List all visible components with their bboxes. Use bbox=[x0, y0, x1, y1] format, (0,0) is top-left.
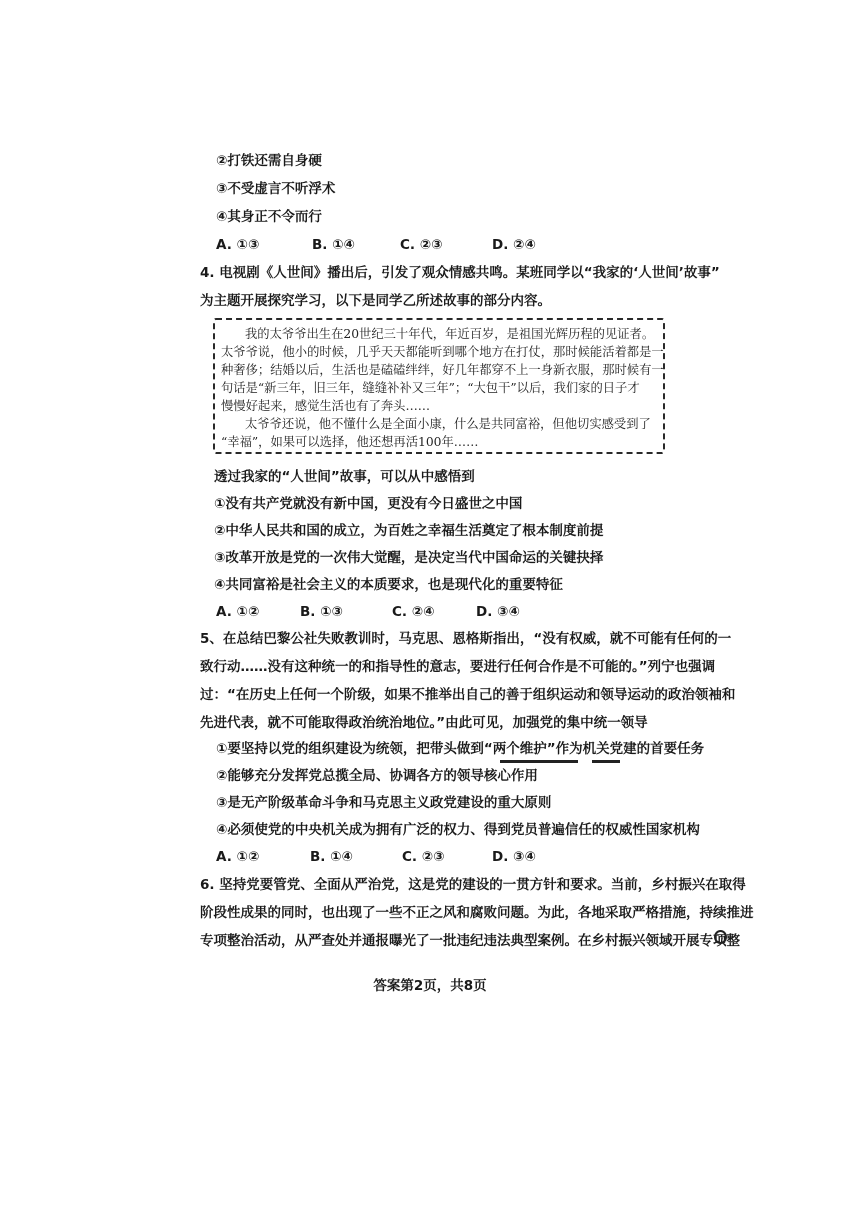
story-excerpt-box bbox=[213, 318, 665, 454]
scan-artifact-mark bbox=[592, 760, 620, 763]
q5-item-4: ④必须使党的中央机关成为拥有广泛的权力、得到党员普遍信任的权威性国家机构 bbox=[216, 822, 700, 838]
scan-artifact-mark bbox=[500, 760, 578, 763]
q4-item-3: ③改革开放是党的一次伟大觉醒，是决定当代中国命运的关键抉择 bbox=[214, 550, 604, 566]
q6-stem-line-3: 专项整治活动，从严查处并通报曝光了一批违纪违法典型案例。在乡村振兴领域开展专项整 bbox=[200, 933, 740, 949]
story-line: 太爷爷还说，他不懂什么是全面小康，什么是共同富裕，但他切实感受到了 bbox=[245, 417, 651, 431]
q3-option-d: D. ②④ bbox=[492, 237, 536, 253]
q6-stem-line-2: 阶段性成果的同时，也出现了一些不正之风和腐败问题。为此，各地采取严格措施，持续推进 bbox=[200, 905, 754, 921]
q3-option-c: C. ②③ bbox=[400, 237, 443, 253]
q3-option-a: A. ①③ bbox=[216, 237, 260, 253]
q3-item-4: ④其身正不令而行 bbox=[216, 209, 322, 225]
q5-stem-line-3: 过：“在历史上任何一个阶级，如果不推举出自己的善于组织运动和领导运动的政治领袖和 bbox=[200, 687, 736, 703]
q4-lead: 透过我家的“人世间”故事，可以从中感悟到 bbox=[214, 469, 475, 485]
q5-option-c: C. ②③ bbox=[402, 849, 445, 865]
story-line: “幸福”，如果可以选择，他还想再活100年…… bbox=[221, 435, 479, 449]
q6-stem-line-1: 6. 坚持党要管党、全面从严治党，这是党的建设的一贯方针和要求。当前，乡村振兴在取得 bbox=[200, 877, 746, 893]
q4-item-1: ①没有共产党就没有新中国，更没有今日盛世之中国 bbox=[214, 496, 523, 512]
q5-item-2: ②能够充分发挥党总揽全局、协调各方的领导核心作用 bbox=[216, 768, 538, 784]
story-line: 太爷爷说，他小的时候，几乎天天都能听到哪个地方在打仗，那时候能活着都是一 bbox=[221, 345, 664, 359]
q5-stem-line-2: 致行动……没有这种统一的和指导性的意志，要进行任何合作是不可能的。”列宁也强调 bbox=[200, 659, 716, 675]
q4-option-d: D. ③④ bbox=[476, 604, 520, 620]
story-line: 句话是“新三年，旧三年，缝缝补补又三年”；“大包干”以后，我们家的日子才 bbox=[221, 381, 640, 395]
story-line: 慢慢好起来，感觉生活也有了奔头…… bbox=[221, 399, 431, 413]
q4-option-b: B. ①③ bbox=[300, 604, 343, 620]
scan-artifact-ring bbox=[714, 930, 727, 944]
q4-option-c: C. ②④ bbox=[392, 604, 435, 620]
page-footer: 答案第2页，共8页 bbox=[373, 978, 487, 994]
story-line: 我的太爷爷出生在20世纪三十年代，年近百岁，是祖国光辉历程的见证者。 bbox=[245, 327, 655, 341]
q3-option-b: B. ①④ bbox=[312, 237, 355, 253]
q5-option-d: D. ③④ bbox=[492, 849, 536, 865]
q3-item-3: ③不受虚言不听浮术 bbox=[216, 181, 336, 197]
q3-item-2: ②打铁还需自身硬 bbox=[216, 153, 322, 169]
q5-stem-line-4: 先进代表，就不可能取得政治统治地位。”由此可见，加强党的集中统一领导 bbox=[200, 715, 648, 731]
q4-item-4: ④共同富裕是社会主义的本质要求，也是现代化的重要特征 bbox=[214, 577, 563, 593]
q4-stem-line-1: 4. 电视剧《人世间》播出后，引发了观众情感共鸣。某班同学以“我家的‘人世间’故事” bbox=[200, 265, 720, 281]
q4-item-2: ②中华人民共和国的成立，为百姓之幸福生活奠定了根本制度前提 bbox=[214, 523, 604, 539]
q5-item-3: ③是无产阶级革命斗争和马克思主义政党建设的重大原则 bbox=[216, 795, 552, 811]
q5-stem-line-1: 5、在总结巴黎公社失败教训时，马克思、恩格斯指出，“没有权威，就不可能有任何的一 bbox=[200, 631, 732, 647]
q5-item-1: ①要坚持以党的组织建设为统领，把带头做到“两个维护”作为机关党建的首要任务 bbox=[216, 741, 705, 757]
q5-option-b: B. ①④ bbox=[310, 849, 353, 865]
q4-option-a: A. ①② bbox=[216, 604, 260, 620]
story-line: 种奢侈；结婚以后，生活也是磕磕绊绊，好几年都穿不上一身新衣服，那时候有一 bbox=[221, 363, 664, 377]
q4-stem-line-2: 为主题开展探究学习，以下是同学乙所述故事的部分内容。 bbox=[200, 293, 551, 309]
q5-option-a: A. ①② bbox=[216, 849, 260, 865]
